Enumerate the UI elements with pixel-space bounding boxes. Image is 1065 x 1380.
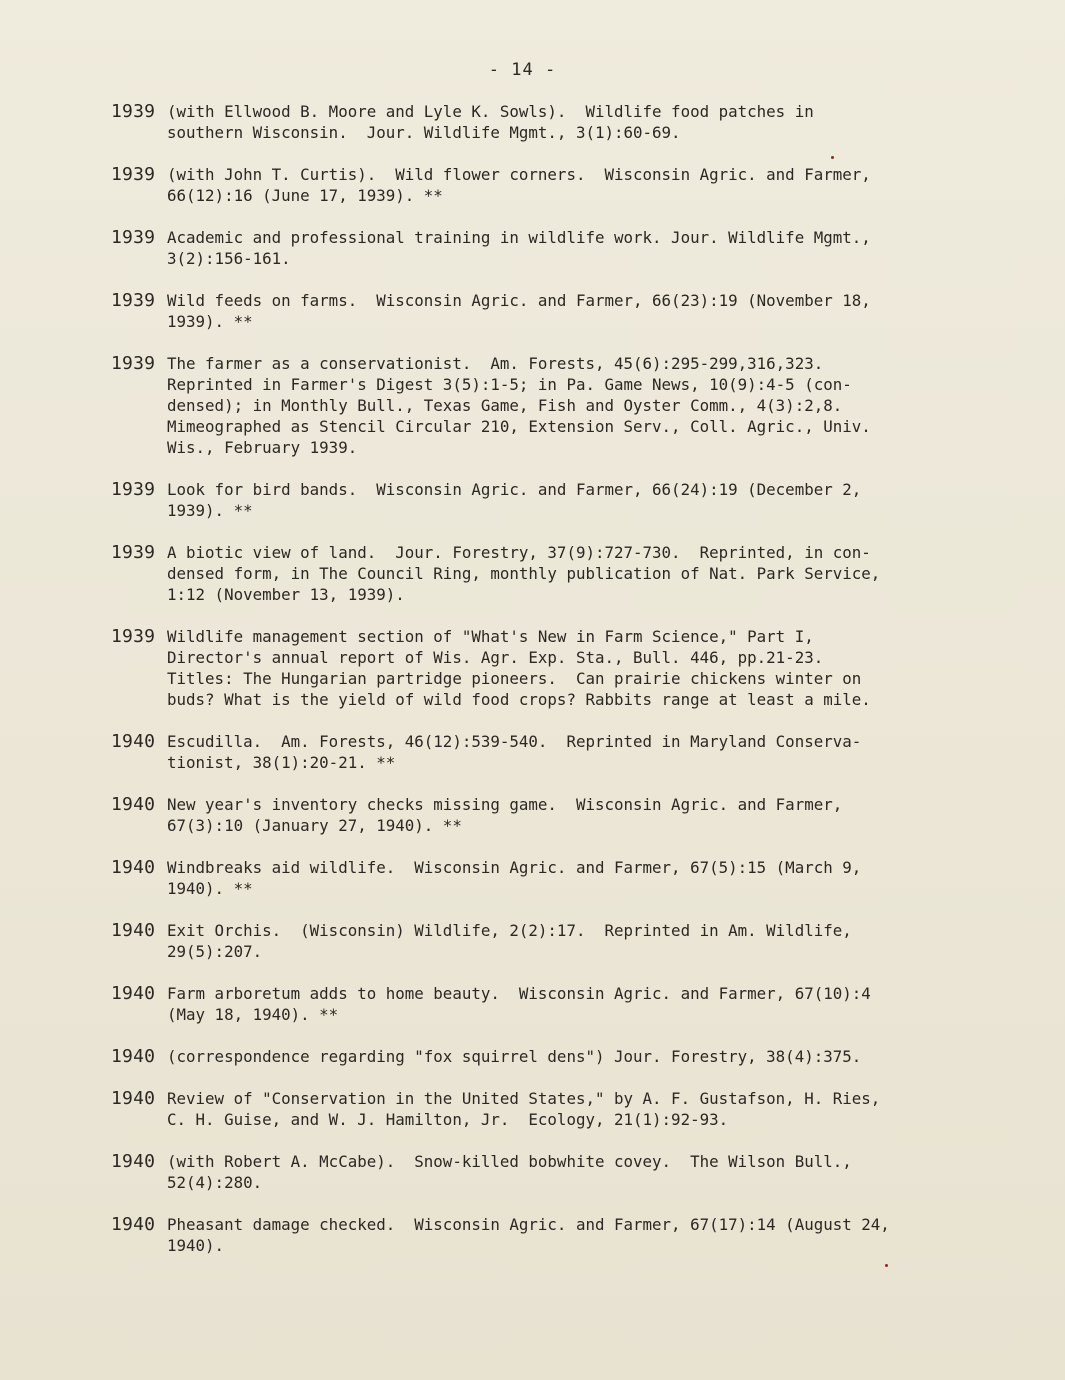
citation-line: 3(2):156-161. <box>167 249 291 268</box>
bibliography-entry <box>111 626 981 710</box>
entry-citation <box>167 290 981 332</box>
citation-line: Farm arboretum adds to home beauty. Wisconsin Agric. and Farmer, 67(10):4 <box>167 984 871 1003</box>
entry-year: 1939 <box>111 290 156 311</box>
citation-line: 1940). ** <box>167 879 253 898</box>
citation-line: Wild feeds on farms. Wisconsin Agric. and Farmer, 66(23):19 (November 18, <box>167 291 871 310</box>
entry-citation <box>167 794 981 836</box>
citation-line: southern Wisconsin. Jour. Wildlife Mgmt., 3(1):60-69. <box>167 123 681 142</box>
citation-line: 67(3):10 (January 27, 1940). ** <box>167 816 462 835</box>
entry-citation <box>167 1088 981 1130</box>
entry-year: 1940 <box>111 1088 156 1109</box>
bibliography-entry <box>111 794 981 836</box>
citation-line: Academic and professional training in wildlife work. Jour. Wildlife Mgmt., <box>167 228 871 247</box>
citation-line: (with John T. Curtis). Wild flower corners. Wisconsin Agric. and Farmer, <box>167 165 871 184</box>
citation-line: A biotic view of land. Jour. Forestry, 37(9):727-730. Reprinted, in con- <box>167 543 871 562</box>
citation-line: (with Robert A. McCabe). Snow-killed bobwhite covey. The Wilson Bull., <box>167 1152 852 1171</box>
citation-line: 1:12 (November 13, 1939). <box>167 585 405 604</box>
entry-year: 1940 <box>111 1214 156 1235</box>
ink-speck <box>831 156 834 159</box>
bibliography-entry <box>111 353 981 458</box>
bibliography-entry <box>111 1214 981 1256</box>
bibliography-entry <box>111 164 981 206</box>
entry-year: 1940 <box>111 920 156 941</box>
bibliography-list <box>111 101 981 1277</box>
bibliography-entry <box>111 983 981 1025</box>
entry-citation <box>167 1214 981 1256</box>
entry-year: 1940 <box>111 983 156 1004</box>
bibliography-entry <box>111 290 981 332</box>
entry-year: 1940 <box>111 794 156 815</box>
citation-line: 1940). <box>167 1236 225 1255</box>
entry-year: 1939 <box>111 101 156 122</box>
bibliography-entry <box>111 857 981 899</box>
entry-citation <box>167 920 981 962</box>
bibliography-entry <box>111 479 981 521</box>
entry-citation <box>167 227 981 269</box>
citation-line: Look for bird bands. Wisconsin Agric. and Farmer, 66(24):19 (December 2, <box>167 480 862 499</box>
citation-line: C. H. Guise, and W. J. Hamilton, Jr. Ecology, 21(1):92-93. <box>167 1110 729 1129</box>
citation-line: densed form, in The Council Ring, monthly publication of Nat. Park Service, <box>167 564 881 583</box>
citation-line: Exit Orchis. (Wisconsin) Wildlife, 2(2):17. Reprinted in Am. Wildlife, <box>167 921 852 940</box>
bibliography-entry <box>111 227 981 269</box>
entry-citation <box>167 1151 981 1193</box>
entry-year: 1939 <box>111 353 156 374</box>
entry-year: 1939 <box>111 164 156 185</box>
entry-citation <box>167 626 981 710</box>
citation-line: (May 18, 1940). ** <box>167 1005 339 1024</box>
citation-line: Mimeographed as Stencil Circular 210, Extension Serv., Coll. Agric., Univ. <box>167 417 871 436</box>
entry-citation <box>167 983 981 1025</box>
entry-citation <box>167 353 981 458</box>
citation-line: The farmer as a conservationist. Am. Forests, 45(6):295-299,316,323. <box>167 354 824 373</box>
citation-line: New year's inventory checks missing game. Wisconsin Agric. and Farmer, <box>167 795 843 814</box>
bibliography-entry <box>111 731 981 773</box>
entry-year: 1940 <box>111 731 156 752</box>
entry-year: 1940 <box>111 1151 156 1172</box>
citation-line: Escudilla. Am. Forests, 46(12):539-540. Reprinted in Maryland Conserva- <box>167 732 862 751</box>
bibliography-entry <box>111 101 981 143</box>
bibliography-entry <box>111 1151 981 1193</box>
citation-line: densed); in Monthly Bull., Texas Game, Fish and Oyster Comm., 4(3):2,8. <box>167 396 843 415</box>
citation-line: tionist, 38(1):20-21. ** <box>167 753 396 772</box>
bibliography-entry <box>111 1046 981 1067</box>
entry-citation <box>167 1046 981 1067</box>
citation-line: Titles: The Hungarian partridge pioneers. Can prairie chickens winter on <box>167 669 862 688</box>
page-number: - 14 - <box>488 60 557 80</box>
citation-line: 29(5):207. <box>167 942 263 961</box>
citation-line: Director's annual report of Wis. Agr. Exp. Sta., Bull. 446, pp.21-23. <box>167 648 824 667</box>
citation-line: 1939). ** <box>167 312 253 331</box>
entry-year: 1940 <box>111 1046 156 1067</box>
citation-line: Wildlife management section of "What's New in Farm Science," Part I, <box>167 627 814 646</box>
entry-year: 1939 <box>111 479 156 500</box>
entry-citation <box>167 857 981 899</box>
citation-line: (correspondence regarding "fox squirrel dens") Jour. Forestry, 38(4):375. <box>167 1047 862 1066</box>
bibliography-entry <box>111 542 981 605</box>
entry-citation <box>167 542 981 605</box>
citation-line: (with Ellwood B. Moore and Lyle K. Sowls). Wildlife food patches in <box>167 102 814 121</box>
entry-citation <box>167 164 981 206</box>
citation-line: Reprinted in Farmer's Digest 3(5):1-5; in Pa. Game News, 10(9):4-5 (con- <box>167 375 852 394</box>
citation-line: Windbreaks aid wildlife. Wisconsin Agric. and Farmer, 67(5):15 (March 9, <box>167 858 862 877</box>
citation-line: 1939). ** <box>167 501 253 520</box>
entry-citation <box>167 101 981 143</box>
bibliography-entry <box>111 920 981 962</box>
citation-line: Pheasant damage checked. Wisconsin Agric. and Farmer, 67(17):14 (August 24, <box>167 1215 890 1234</box>
entry-year: 1939 <box>111 626 156 647</box>
entry-citation <box>167 731 981 773</box>
entry-citation <box>167 479 981 521</box>
citation-line: 66(12):16 (June 17, 1939). ** <box>167 186 443 205</box>
entry-year: 1939 <box>111 542 156 563</box>
citation-line: Review of "Conservation in the United States," by A. F. Gustafson, H. Ries, <box>167 1089 881 1108</box>
citation-line: 52(4):280. <box>167 1173 263 1192</box>
citation-line: Wis., February 1939. <box>167 438 358 457</box>
citation-line: buds? What is the yield of wild food crops? Rabbits range at least a mile. <box>167 690 871 709</box>
entry-year: 1940 <box>111 857 156 878</box>
ink-speck <box>885 1264 888 1267</box>
entry-year: 1939 <box>111 227 156 248</box>
bibliography-entry <box>111 1088 981 1130</box>
